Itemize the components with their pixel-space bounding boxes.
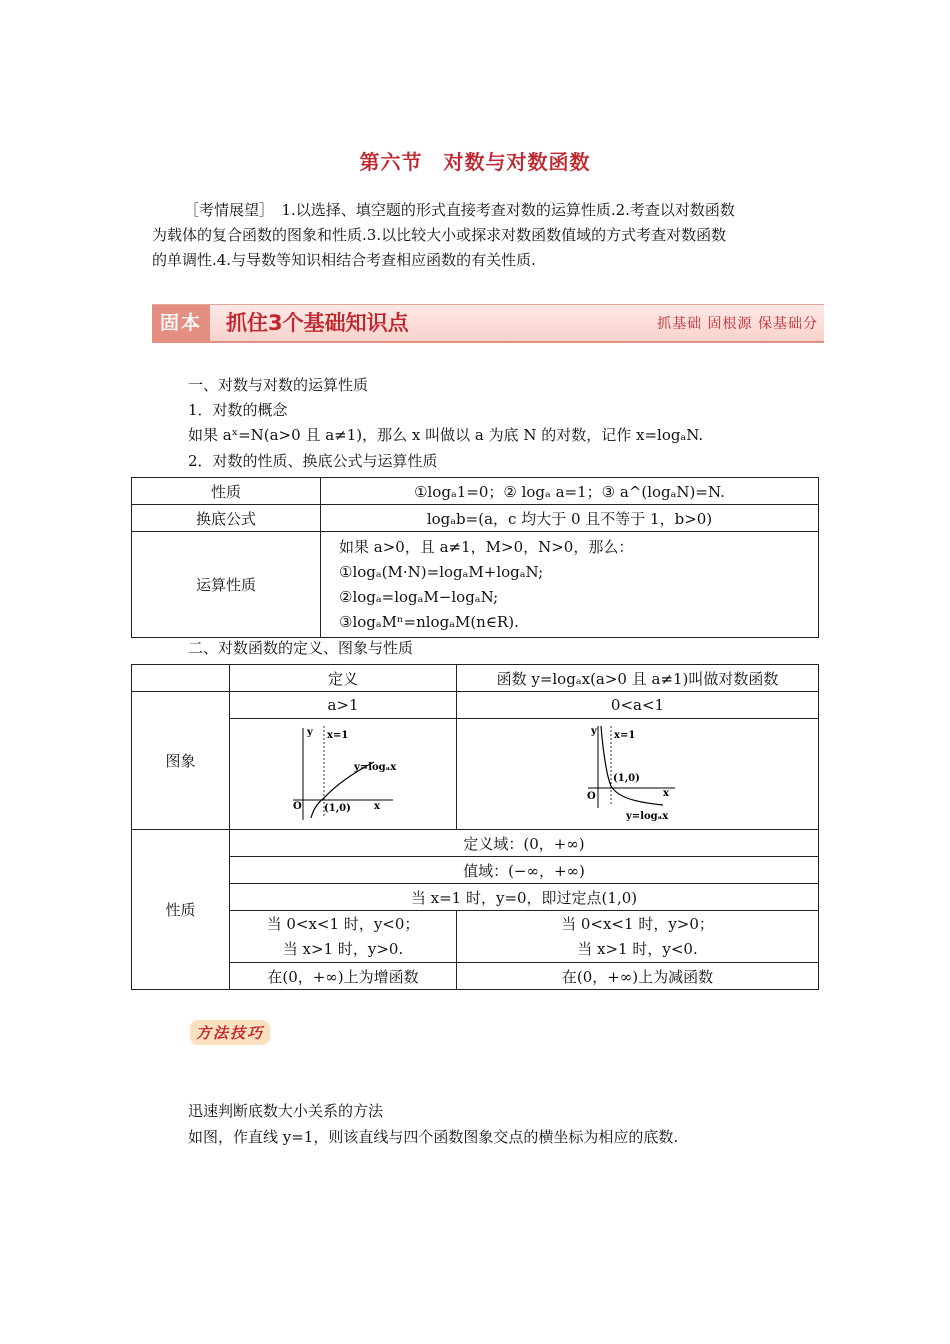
graph-increasing [288,722,398,822]
table-label: 定义 [230,665,457,692]
method-heading: 迅速判断底数大小关系的方法 [188,1102,384,1120]
monotonic-decreasing: 在(0，+∞)上为减函数 [457,963,819,990]
rule-line: ②logₐ=logₐM−logₐN; [339,587,499,606]
page-title: 第六节 对数与对数函数 [359,150,591,174]
table-value: ①logₐ1=0；② logₐ a=1；③ a^(logₐN)=N. [321,478,819,505]
sign-line: 当 0<x<1 时，y>0； [561,914,714,933]
label-origin: O [293,801,302,812]
fixed-point-row: 当 x=1 时，y=0，即过定点(1,0) [230,884,819,911]
table-value [321,532,819,638]
axis-label-x: x [374,801,380,812]
section1-heading: 一、对数与对数的运算性质 [188,376,369,394]
banner-slogan: 抓基础 固根源 保基础分 [657,316,818,332]
label-x1: x=1 [613,730,635,741]
sign-line: 当 x>1 时，y<0. [577,939,698,958]
graph-label: 图象 [132,692,230,830]
sign-cell-increasing [230,911,457,963]
banner-tag: 固本 [152,305,210,341]
table-label: 换底公式 [132,505,321,532]
monotonic-increasing: 在(0，+∞)上为增函数 [230,963,457,990]
domain-row: 定义域：(0，+∞) [230,830,819,857]
method-tag: 方法技巧 [190,1020,270,1045]
section-banner [152,304,824,343]
label-point: (1,0) [612,773,640,784]
label-point: (1,0) [324,803,351,814]
intro-line: 的单调性.4.与导数等知识相结合考查相应函数的有关性质. [152,251,536,269]
banner-heading: 抓住3个基础知识点 [226,311,409,335]
label-fn: y=logₐx [354,762,397,773]
props-label: 性质 [132,830,230,990]
rule-line: ①logₐ(M·N)=logₐM+logₐN; [339,562,544,581]
concept-text: 如果 aˣ=N(a>0 且 a≠1)，那么 x 叫做以 a 为底 N 的对数，记作 x=logₐN. [188,426,704,444]
sign-cell-decreasing [457,911,819,963]
graph-cell-increasing [230,719,457,830]
table-value: logₐb=(a，c 均大于 0 且不等于 1，b>0) [321,505,819,532]
label-x1: x=1 [327,730,349,741]
subsection-properties: 2．对数的性质、换底公式与运算性质 [188,452,438,470]
axis-label-y: y [590,726,597,737]
label-origin: O [586,791,596,802]
properties-table [131,477,819,638]
log-function-table [131,664,819,990]
intro-paragraph [152,198,824,273]
label-fn: y=logₐx [625,811,668,822]
table-label: 运算性质 [132,532,321,638]
sign-line: 当 0<x<1 时，y<0； [266,914,420,933]
rule-line: 如果 a>0，且 a≠1，M>0，N>0，那么： [339,537,634,556]
graph-decreasing [583,722,693,822]
axis-label-y: y [307,727,313,738]
section2-heading: 二、对数函数的定义、图象与性质 [188,639,414,657]
axis-label-x: x [662,788,669,799]
method-text: 如图，作直线 y=1，则该直线与四个函数图象交点的横坐标为相应的底数. [188,1128,679,1146]
subsection-concept: 1．对数的概念 [188,401,288,419]
case-header: a>1 [230,692,457,719]
table-label [132,665,230,692]
range-row: 值域：(−∞，+∞) [230,857,819,884]
table-label: 性质 [132,478,321,505]
case-header: 0<a<1 [457,692,819,719]
graph-cell-decreasing [457,719,819,830]
intro-line: ［考情展望］ 1.以选择、填空题的形式直接考查对数的运算性质.2.考查以对数函数 [184,201,735,219]
rule-line: ③logₐMⁿ=nlogₐM(n∈R). [339,612,519,631]
intro-line: 为载体的复合函数的图象和性质.3.以比较大小或探求对数函数值域的方式考查对数函数 [152,226,727,244]
table-value: 函数 y=logₐx(a>0 且 a≠1)叫做对数函数 [457,665,819,692]
sign-line: 当 x>1 时，y>0. [282,939,404,958]
